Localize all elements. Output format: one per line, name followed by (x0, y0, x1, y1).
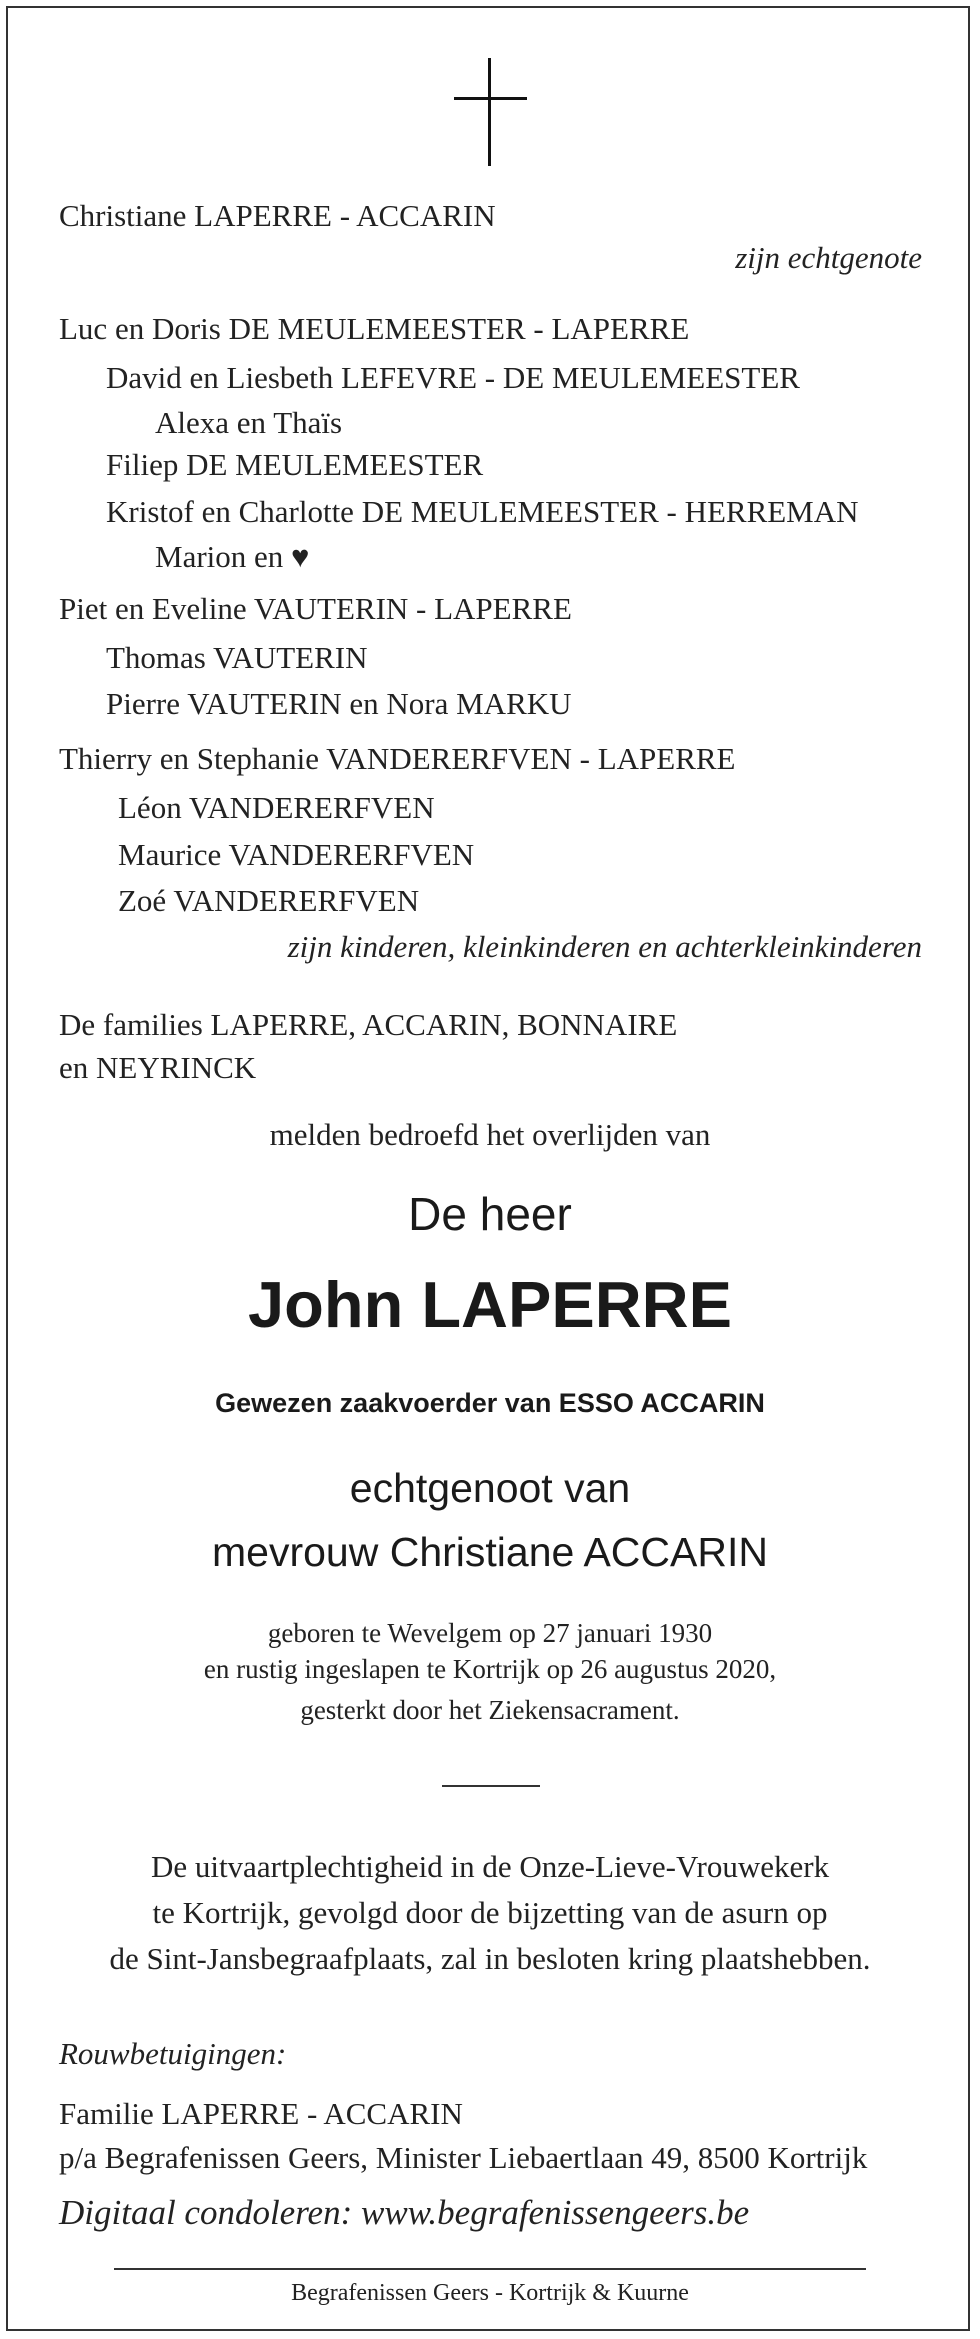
deceased-name: John LAPERRE (248, 1268, 732, 1341)
family-line: De families LAPERRE, ACCARIN, BONNAIRE (59, 1007, 678, 1042)
family-line: Luc en Doris DE MEULEMEESTER - LAPERRE (59, 311, 690, 346)
family-line: en NEYRINCK (59, 1050, 257, 1085)
deceased-title: De heer (408, 1188, 572, 1240)
family-line: Zoé VANDERERFVEN (118, 883, 420, 918)
condolences-heading: Rouwbetuigingen: (59, 2036, 287, 2071)
obituary-frame (6, 6, 970, 2331)
family-line: Piet en Eveline VAUTERIN - LAPERRE (59, 591, 572, 626)
family-line: Christiane LAPERRE - ACCARIN (59, 198, 496, 233)
family-line: Léon VANDERERFVEN (118, 790, 435, 825)
family-line: Filiep DE MEULEMEESTER (106, 447, 484, 482)
family-line: Kristof en Charlotte DE MEULEMEESTER - HERREMAN (106, 494, 859, 529)
family-line: Thierry en Stephanie VANDERERFVEN - LAPERRE (59, 741, 736, 776)
funeral-line: de Sint-Jansbegraafplaats, zal in besloten kring plaatshebben. (109, 1941, 871, 1976)
condolences-line: Familie LAPERRE - ACCARIN (59, 2096, 463, 2131)
dates-line: geboren te Wevelgem op 27 januari 1930 (267, 1618, 713, 1648)
footer-text: Begrafenissen Geers - Kortrijk & Kuurne (291, 2280, 689, 2306)
family-role: zijn echtgenote (735, 240, 922, 275)
family-line: Marion en ♥ (155, 539, 310, 574)
announcement-text: melden bedroefd het overlijden van (269, 1117, 711, 1152)
dates-line: en rustig ingeslapen te Kortrijk op 26 augustus 2020, (203, 1654, 777, 1684)
dates-line: gesterkt door het Ziekensacrament. (300, 1695, 680, 1725)
funeral-line: De uitvaartplechtigheid in de Onze-Lieve-Vrouwekerk (150, 1849, 830, 1884)
separator-line (442, 1785, 540, 1787)
funeral-line: te Kortrijk, gevolgd door de bijzetting van de asurn op (152, 1895, 828, 1930)
family-role: zijn kinderen, kleinkinderen en achterkleinkinderen (287, 929, 922, 964)
condolences-address: p/a Begrafenissen Geers, Minister Liebaertlaan 49, 8500 Kortrijk (59, 2140, 868, 2175)
family-line: Maurice VANDERERFVEN (118, 837, 475, 872)
spouse-line: mevrouw Christiane ACCARIN (212, 1529, 768, 1575)
digital-condolences-link[interactable]: Digitaal condoleren: www.begrafenissengeers.be (59, 2193, 750, 2232)
family-line: Pierre VAUTERIN en Nora MARKU (106, 686, 572, 721)
footer-separator (114, 2268, 866, 2270)
deceased-role: Gewezen zaakvoerder van ESSO ACCARIN (215, 1388, 765, 1418)
family-line: Thomas VAUTERIN (106, 640, 368, 675)
family-line: Alexa en Thaïs (155, 405, 343, 440)
family-line: David en Liesbeth LEFEVRE - DE MEULEMEESTER (106, 360, 800, 395)
spouse-line: echtgenoot van (349, 1465, 631, 1511)
